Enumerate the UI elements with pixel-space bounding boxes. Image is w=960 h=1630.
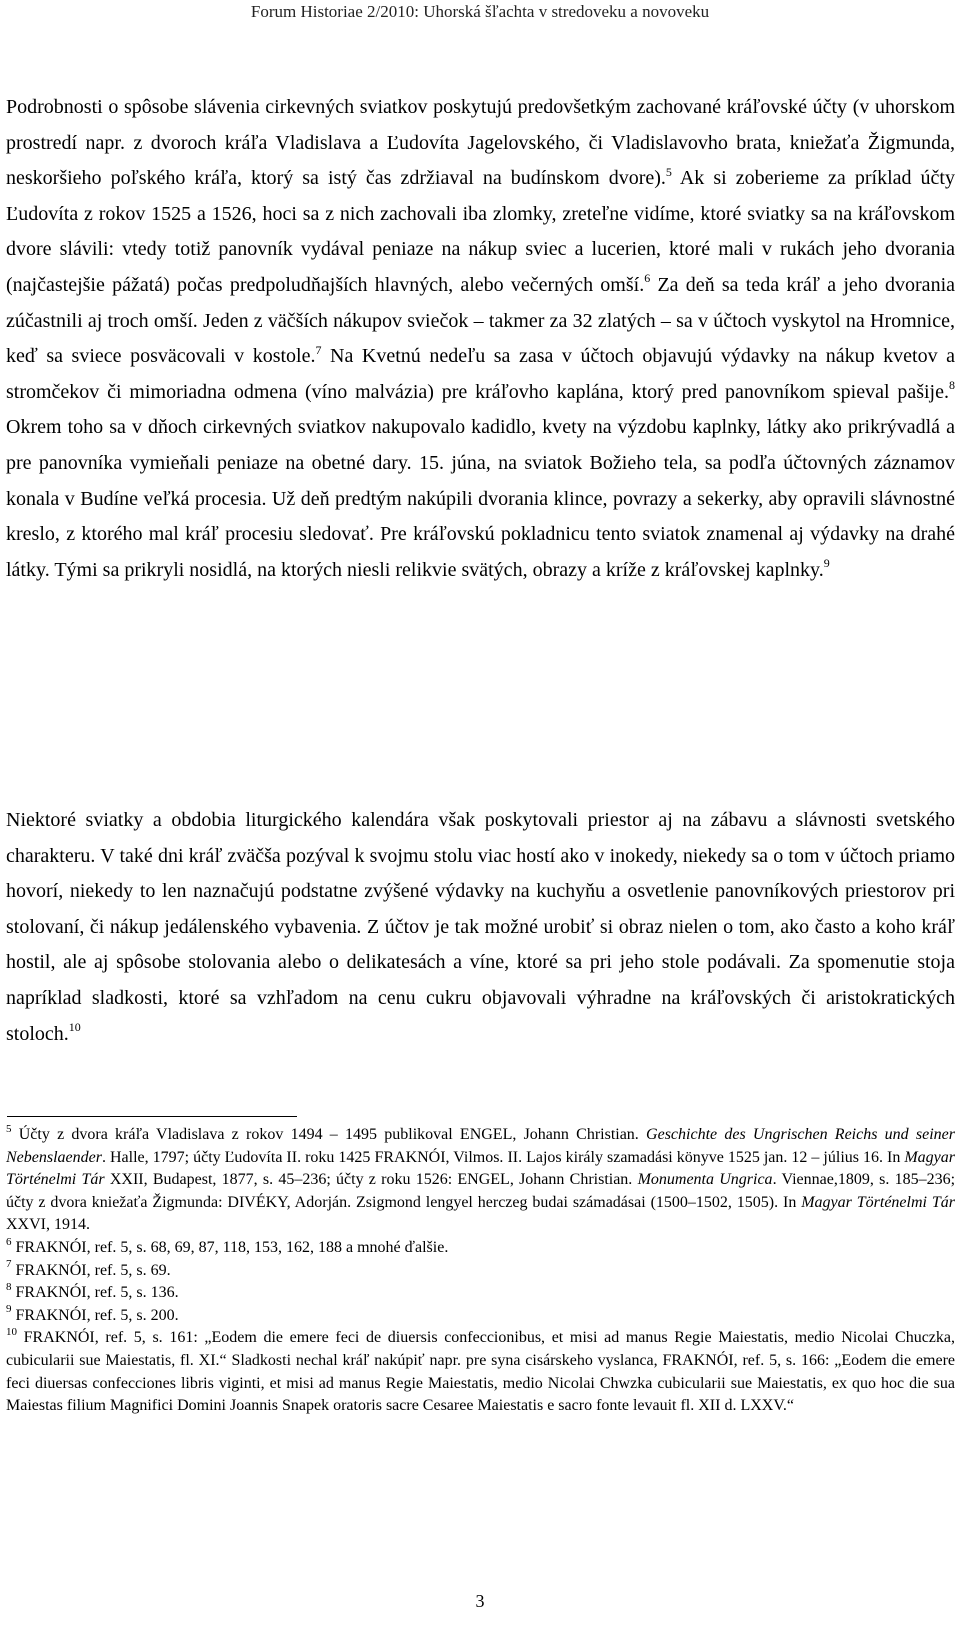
footnote-7 [6, 1260, 955, 1283]
paragraph-text: Niektoré sviatky a obdobia liturgického kalendára však poskytovali priestor aj na zábavu a slávnosti svetského charakteru. V také dni kráľ zväčša pozýval k svojmu stolu viac hostí ako v inokedy, niekedy sa o tom v účtoch priamo hovorí, niekedy to len naznačujú podstatne zvýšené výdavky na kuchyňu a osvetlenie panovníkových priestorov pri stolovaní, či nákup jedálenského vybavenia. Z účtov je tak možné urobiť si obraz nielen o tom, ako často a koho kráľ hostil, ale aj spôsobe stolovania alebo o delikatesách a víne, ktoré sa pri jeho stole podávali. Za spomenutie stoja napríklad sladkosti, ktoré sa vzhľadom na cenu cukru objavovali výhradne na kráľovských či aristokratických stoloch. [6, 809, 955, 1045]
footnote-number: 9 [6, 1303, 12, 1316]
footnote-10 [6, 1327, 955, 1417]
footnote-ref-8[interactable]: 8 [949, 378, 955, 393]
paragraph-text: Za deň sa teda kráľ a jeho dvorania zúčastnili aj troch omší. Jeden z väčších nákupov sviečok – takmer za 32 zlatých – sa v účtoch vyskytol na Hromnice, keď sa sviece posväcovali v kostole. [6, 273, 955, 368]
footnote-text: . Viennae,1809, s. 185–236; účty z dvora kniežaťa Žigmunda: DIVÉKY, Adorján. Zsigmond lengyel herczeg budai számadásai (1500–1502, 1505). In [6, 1171, 956, 1211]
footnote-text: XXII, Budapest, 1877, s. 45–236; účty z roku 1526: ENGEL, Johann Christian. [104, 1171, 638, 1189]
footnote-separator [7, 1116, 297, 1117]
footnote-text: Účty z dvora kráľa Vladislava z rokov 1494 – 1495 publikoval ENGEL, Johann Christian. [18, 1126, 647, 1143]
paragraph-text: Okrem toho sa v dňoch cirkevných sviatkov nakupovalo kadidlo, kvety na výzdobu kaplnky, látky ako prikrývadlá a pre panovníka vymieňali peniaze na obetné dary. 15. júna, na sviatok Božieho tela, sa podľa účtovných záznamov konala v Budíne veľká procesia. Už deň predtým nakúpili dvorania klince, povrazy a sekerky, aby opravili slávnostné kreslo, z ktorého mal kráľ procesiu sledovať. Pre kráľovskú pokladnicu tento sviatok znamenal aj výdavky na drahé látky. Tými sa prikryli nosidlá, na ktorých niesli relikvie svätých, obrazy a kríže z kráľovskej kaplnky. [6, 416, 955, 581]
footnote-ref-5[interactable]: 5 [665, 164, 672, 179]
footnote-text: FRAKNÓI, ref. 5, s. 161: „Eodem die emere feci de diuersis confeccionibus, et misi ad manus Regie Maiestatis, medio Nicolai Chuczka, cubicularii sue Maiestatis, fl. XI.“ Sladkosti nechal kráľ nakúpiť napr. pre syna cisárskeho vyslanca, FRAKNÓI, ref. 5, s. 166: „Eodem die emere feci diuersas confecciones libris viginti, et misi ad manus Regie Maiestatis, medio Nicolai Chwzka cubicularii sue Maiestatis, ex quo hoc die sua Maiestas filium Magnifici Domini Joannis Snapek oratoris sacre Cesaree Maiestatis e sacro fonte levauit fl. XII d. LXXV.“ [6, 1329, 955, 1415]
footnote-text: FRAKNÓI, ref. 5, s. 69. [11, 1261, 171, 1279]
footnote-title: Geschichte des Ungrischen Reichs und seiner Nebenslaender [6, 1126, 956, 1166]
body-paragraph-1 [6, 90, 955, 588]
footnote-ref-9[interactable]: 9 [823, 556, 830, 571]
footnote-number: 10 [6, 1326, 17, 1339]
footnote-number: 6 [6, 1235, 12, 1248]
footnote-text: XXVI, 1914. [6, 1216, 90, 1234]
footnote-9 [6, 1305, 955, 1328]
footnote-8 [6, 1282, 955, 1305]
page-number: 3 [475, 1591, 485, 1611]
footnote-number: 7 [6, 1258, 12, 1271]
footnote-title: Magyar Történelmi Tár [6, 1148, 955, 1189]
footnote-5 [6, 1124, 955, 1237]
footnote-title: Magyar Történelmi Tár [801, 1193, 955, 1211]
footnote-title: Monumenta Ungrica [637, 1171, 773, 1189]
footnote-text: FRAKNÓI, ref. 5, s. 136. [11, 1284, 179, 1302]
paragraph-text: Podrobnosti o spôsobe slávenia cirkevných sviatkov poskytujú predovšetkým zachované kráľovské účty (v uhorskom prostredí napr. z dvoroch kráľa Vladislava a Ľudovíta Jagelovského, či Vladislavovho brata, kniežaťa Žigmunda, neskoršieho poľského kráľa, ktorý sa istý čas zdržiaval na budínskom dvore). [6, 96, 955, 190]
footnotes [6, 1124, 955, 1418]
footnote-6 [6, 1237, 955, 1260]
footnote-text: FRAKNÓI, ref. 5, s. 200. [11, 1306, 179, 1324]
footnote-text: . Halle, 1797; účty Ľudovíta II. roku 1425 FRAKNÓI, Vilmos. II. Lajos király szamadási könyve 1525 jan. 12 – július 16. In [101, 1148, 905, 1166]
footnote-text: FRAKNÓI, ref. 5, s. 68, 69, 87, 118, 153, 162, 188 a mnohé ďalšie. [11, 1238, 449, 1256]
footnote-number: 8 [6, 1280, 12, 1293]
running-header: Forum Historiae 2/2010: Uhorská šľachta v stredoveku a novoveku [250, 2, 710, 21]
paragraph-text: Na Kvetnú nedeľu sa zasa v účtoch objavujú výdavky na nákup kvetov a stromčekov či mimoriadna odmena (víno malvázia) pre kráľovho kaplána, ktorý pred panovníkom spieval pašije. [6, 345, 955, 403]
footnote-number: 5 [6, 1122, 12, 1135]
paragraph-text: Ak si zoberieme za príklad účty Ľudovíta z rokov 1525 a 1526, hoci sa z nich zachovali iba zlomky, zreteľne vidíme, ktoré sviatky sa na kráľovskom dvore slávili: vtedy totiž panovník vydával peniaze na nákup sviec a lucerien, ktoré mali v rukách jeho dvorania (najčastejšie pážatá) počas predpoludňajších hlavných, alebo večerných omší. [6, 167, 955, 296]
footnote-ref-10[interactable]: 10 [68, 1019, 81, 1034]
footnote-ref-6[interactable]: 6 [644, 271, 651, 286]
body-paragraph-2 [6, 803, 955, 1052]
footnote-ref-7[interactable]: 7 [315, 342, 322, 357]
